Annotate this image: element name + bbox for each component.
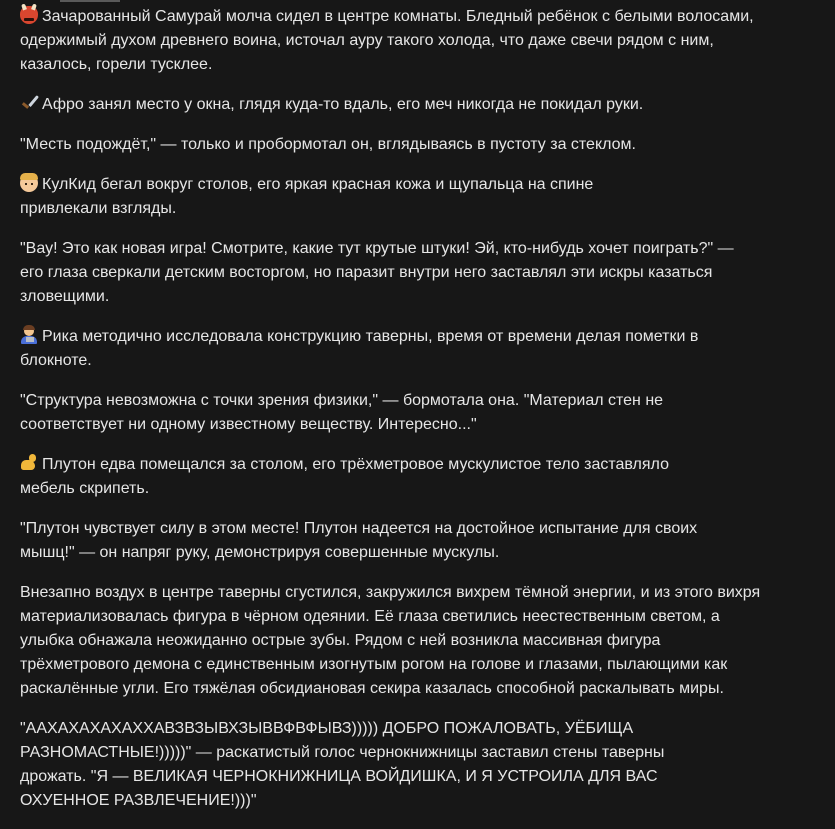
paragraph-text: "ААХАХАХАХАХХАВЗВЗЫВХЗЫВВФВФЫВЗ))))) ДОБРО ПОЖАЛОВАТЬ, УЁБИЩА РАЗНОМАСТНЫЕ!)))))" — раскатистый голос чернокнижницы заставил стены таверны дрожать. "Я — ВЕЛИКАЯ ЧЕРНОКНИЖНИЦА ВОЙДИШКА, И Я УСТРОИЛА ДЛЯ ВАС ОХУЕННОЕ РАЗВЛЕЧЕНИЕ!)))": [20, 720, 665, 809]
boy-icon: [20, 174, 38, 192]
paragraph-text: Зачарованный Самурай молча сидел в центре комнаты. Бледный ребёнок с белыми волосами, одержимый духом древнего воина, источал ауру такого холода, что даже свечи рядом с ним, казалось, горели тусклее.: [20, 8, 754, 73]
dagger-icon: [20, 94, 38, 112]
paragraph-text: "Структура невозможна с точки зрения физики," — бормотала она. "Материал стен не соответствует ни одному известному веществу. Интересно...": [20, 392, 664, 433]
paragraph-text: "Плутон чувствует силу в этом месте! Плутон надеется на достойное испытание для своих мышц!" — он напряг руку, демонстрируя совершенные мускулы.: [20, 520, 698, 561]
paragraph-text: Афро занял место у окна, глядя куда-то вдаль, его меч никогда не покидал руки.: [42, 96, 644, 113]
paragraph-voidishka: [20, 717, 720, 813]
paragraph-text: "Вау! Это как новая игра! Смотрите, какие тут крутые штуки! Эй, кто-нибудь хочет поиграть?" — его глаза сверкали детским восторгом, но паразит внутри него заставлял эти искры казаться зловещими.: [20, 240, 734, 305]
paragraph-narration: [20, 581, 772, 701]
paragraph-afro-quote: [20, 133, 772, 157]
paragraph-coolkid: [20, 173, 620, 221]
flexed-biceps-icon: [20, 454, 38, 472]
paragraph-text: КулКид бегал вокруг столов, его яркая красная кожа и щупальца на спине привлекали взгляды.: [20, 176, 594, 217]
paragraph-pluto-quote: [20, 517, 750, 565]
paragraph-text: Внезапно воздух в центре таверны сгустился, закружился вихрем тёмной энергии, и из этого вихря материализовалась фигура в чёрном одеянии. Её глаза светились неестественным светом, а улыбка обнажала неожиданно острые зубы. Рядом с ней возникла массивная фигура трёхметрового демона с единственным изогнутым рогом на голове и глазами, пылающими как раскалённые угли. Его тяжёлая обсидиановая секира казалась способной раскалывать миры.: [20, 584, 761, 697]
paragraph-text: Плутон едва помещался за столом, его трёхметровое мускулистое тело заставляло мебель скрипеть.: [20, 456, 669, 497]
paragraph-text: "Месть подождёт," — только и пробормотал он, вглядываясь в пустоту за стеклом.: [20, 136, 636, 153]
woman-technologist-icon: [20, 326, 38, 344]
ogre-icon: [20, 6, 38, 24]
paragraph-text: Рика методично исследовала конструкцию таверны, время от времени делая пометки в блокноте.: [20, 328, 699, 369]
paragraph-pluto: [20, 453, 720, 501]
top-divider: [60, 0, 120, 2]
paragraph-samurai: [20, 5, 772, 77]
chat-message: [20, 5, 772, 829]
paragraph-rika-quote: [20, 389, 720, 437]
paragraph-coolkid-quote: [20, 237, 735, 309]
paragraph-rika: [20, 325, 720, 373]
paragraph-afro: [20, 93, 772, 117]
